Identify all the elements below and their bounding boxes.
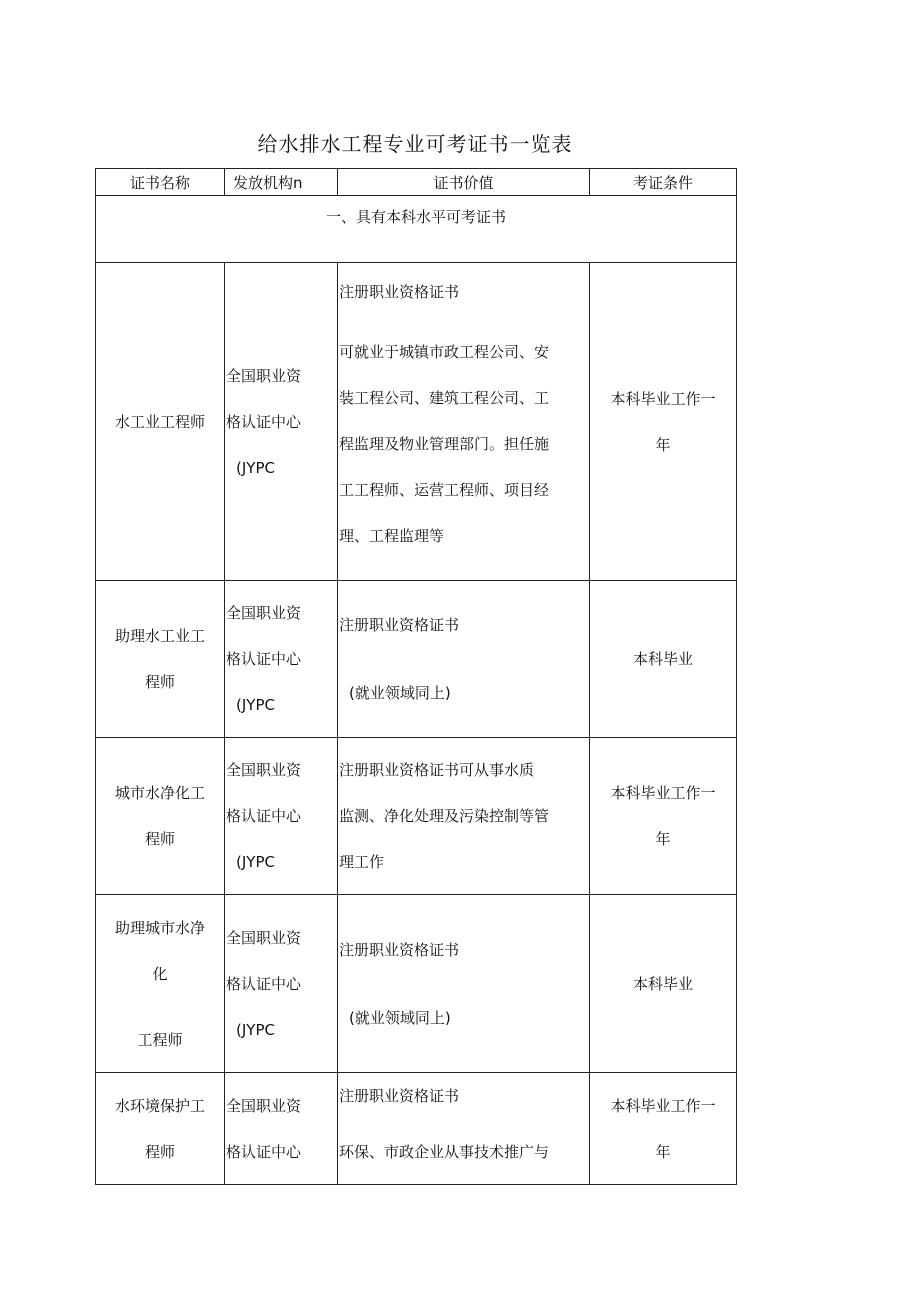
table-row (96, 581, 737, 738)
cert-name: 水工业工程师 (114, 412, 205, 431)
org-cell (225, 1073, 338, 1185)
value-cell (338, 1073, 590, 1185)
value-cell (338, 581, 590, 738)
condition-cell (590, 1073, 737, 1185)
header-org: 发放机构n (225, 169, 338, 196)
org-cell (225, 895, 338, 1073)
org-line: 全国职业资 (226, 928, 302, 947)
value-line: 可就业于城镇市政工程公司、安 (339, 343, 550, 361)
org-line: 格认证中心 (226, 807, 302, 825)
value-title: 注册职业资格证书 (339, 1087, 460, 1105)
cert-name: 化 (152, 964, 168, 983)
table-header-row (96, 169, 737, 196)
org-line: (JYPC (236, 1020, 275, 1039)
org-line: 全国职业资 (226, 604, 302, 622)
value-line: 装工程公司、建筑工程公司、工 (339, 389, 550, 407)
condition-line: 本科毕业工作一 (610, 389, 716, 408)
value-line: 工工程师、运营工程师、项目经 (339, 481, 550, 499)
header-name: 证书名称 (96, 169, 225, 196)
org-line: 全国职业资 (226, 366, 302, 385)
value-line: (就业领域同上) (349, 1008, 451, 1027)
value-line: 理、工程监理等 (339, 527, 445, 545)
value-title: 注册职业资格证书 (339, 616, 460, 634)
cert-name: 工程师 (137, 1030, 183, 1049)
value-line: 程监理及物业管理部门。担任施 (339, 435, 550, 453)
value-title: 注册职业资格证书 (339, 940, 460, 959)
org-line: (JYPC (236, 696, 275, 714)
value-cell (338, 263, 590, 581)
table-row (96, 1073, 737, 1185)
condition-line: 本科毕业 (632, 650, 693, 668)
cert-name: 程师 (144, 673, 175, 691)
cert-name: 程师 (144, 830, 175, 848)
value-line: 注册职业资格证书可从事水质 (339, 761, 535, 779)
condition-line: 本科毕业 (632, 974, 693, 993)
cert-name-cell (96, 1073, 225, 1185)
header-condition: 考证条件 (590, 169, 737, 196)
cert-name: 城市水净化工 (114, 784, 205, 802)
condition-line: 年 (655, 435, 671, 454)
page-title: 给水排水工程专业可考证书一览表 (257, 132, 573, 156)
org-line: 格认证中心 (226, 412, 302, 431)
value-cell (338, 738, 590, 895)
table-row (96, 738, 737, 895)
cert-name: 水环境保护工 (114, 1096, 205, 1115)
org-line: 全国职业资 (226, 761, 302, 779)
org-cell (225, 581, 338, 738)
condition-cell (590, 738, 737, 895)
table-row (96, 895, 737, 1073)
value-line: (就业领域同上) (349, 684, 451, 702)
cert-name-cell (96, 263, 225, 581)
cert-name: 助理水工业工 (114, 627, 205, 645)
cert-name: 程师 (144, 1142, 175, 1161)
certificate-table (95, 168, 737, 1185)
value-line: 监测、净化处理及污染控制等管 (339, 807, 550, 825)
cert-name: 助理城市水净 (114, 918, 205, 937)
condition-line: 年 (655, 830, 671, 848)
condition-cell (590, 581, 737, 738)
section-title: 一、具有本科水平可考证书 (96, 196, 737, 263)
table-row (96, 263, 737, 581)
org-line: 格认证中心 (226, 650, 302, 668)
org-line: 格认证中心 (226, 974, 302, 993)
org-line: (JYPC (236, 458, 275, 477)
org-line: (JYPC (236, 853, 275, 871)
cert-name-cell (96, 738, 225, 895)
condition-cell (590, 895, 737, 1073)
value-title: 注册职业资格证书 (339, 283, 460, 301)
cert-name-cell (96, 895, 225, 1073)
org-line: 全国职业资 (226, 1096, 302, 1115)
condition-line: 本科毕业工作一 (610, 784, 716, 802)
value-line: 理工作 (339, 853, 385, 871)
value-line: 环保、市政企业从事技术推广与 (339, 1143, 550, 1161)
condition-line: 年 (655, 1142, 671, 1161)
header-value: 证书价值 (338, 169, 590, 196)
value-cell (338, 895, 590, 1073)
org-cell (225, 263, 338, 581)
condition-line: 本科毕业工作一 (610, 1096, 716, 1115)
section-row (96, 196, 737, 263)
org-line: 格认证中心 (226, 1142, 302, 1161)
org-cell (225, 738, 338, 895)
cert-name-cell (96, 581, 225, 738)
condition-cell (590, 263, 737, 581)
